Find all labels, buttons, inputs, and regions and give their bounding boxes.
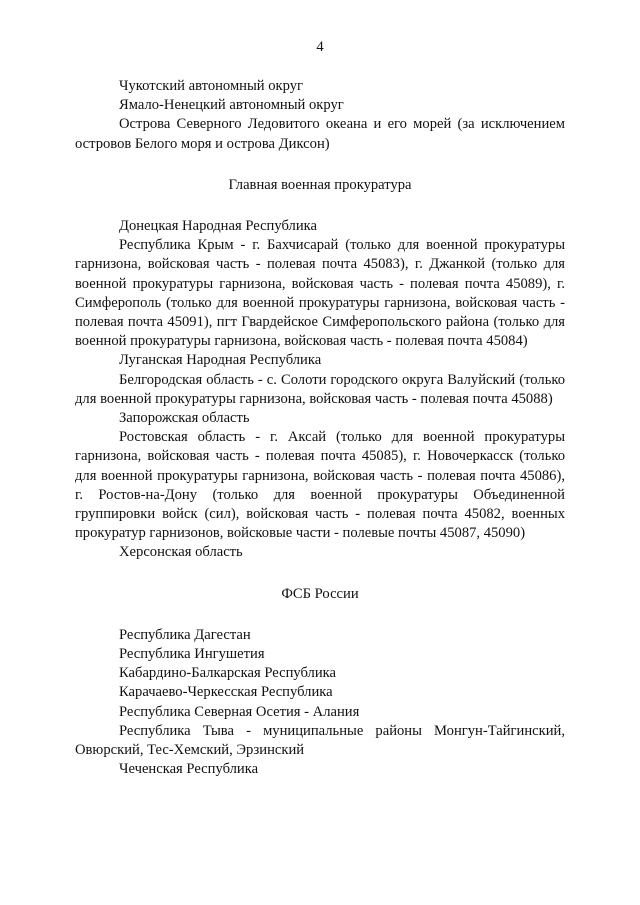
list-item: Чеченская Республика <box>119 761 259 778</box>
list-item: Донецкая Народная Республика <box>119 218 317 235</box>
list-item: Белгородская область - с. Солоти городского округа Валуйский (только для военной прокуратуры гарнизона, войсковая часть - полевая почта 45088) <box>75 371 565 407</box>
list-item: Острова Северного Ледовитого океана и его морей (за исключением островов Белого моря и острова Диксон) <box>75 116 565 152</box>
list-item: Республика Дагестан <box>119 626 251 643</box>
section-heading-military-prosecutor: Главная военная прокуратура <box>228 176 412 193</box>
list-item: Республика Северная Осетия - Алания <box>119 703 360 720</box>
list-item: Луганская Народная Республика <box>119 352 322 369</box>
page-number: 4 <box>316 39 324 55</box>
list-item: Чукотский автономный округ <box>119 78 304 94</box>
section-heading-fsb: ФСБ России <box>281 585 359 602</box>
list-item: Кабардино-Балкарская Республика <box>119 665 336 682</box>
list-item: Республика Крым - г. Бахчисарай (только для военной прокуратуры гарнизона, войсковая часть - полевая почта 45083), г. Джанкой (только для военной прокуратуры гарнизона, войсковая часть - полевая почта 45089), г. Симферополь (только для военной прокуратуры гарнизона, войсковая часть - полевая почта 45091), пгт Гвардейское Симферопольского района (только для военной прокуратуры гарнизона, войсковая часть - полевая почта 45084) <box>75 237 565 350</box>
list-item: Запорожская область <box>119 410 250 427</box>
list-item: Республика Ингушетия <box>119 646 265 663</box>
list-item: Ямало-Ненецкий автономный округ <box>119 97 344 114</box>
list-item: Херсонская область <box>119 544 243 561</box>
list-item: Республика Тыва - муниципальные районы Монгун-Тайгинский, Овюрский, Тес-Хемский, Эрзинский <box>75 722 565 759</box>
list-item: Ростовская область - г. Аксай (только для военной прокуратуры гарнизона, войсковая часть - полевая почта 45085), г. Новочеркасск (только для военной прокуратуры гарнизона, войсковая часть - полевая почта 45086), г. Ростов-на-Дону (только для военной прокуратуры Объединенной группировки войск (сил), войсковая часть - полевая почта 45082, военных прокуратур гарнизонов, войсковые части - полевые почты 45087, 45090) <box>75 429 565 542</box>
document-body <box>75 77 565 780</box>
list-item: Карачаево-Черкесская Республика <box>119 684 333 701</box>
